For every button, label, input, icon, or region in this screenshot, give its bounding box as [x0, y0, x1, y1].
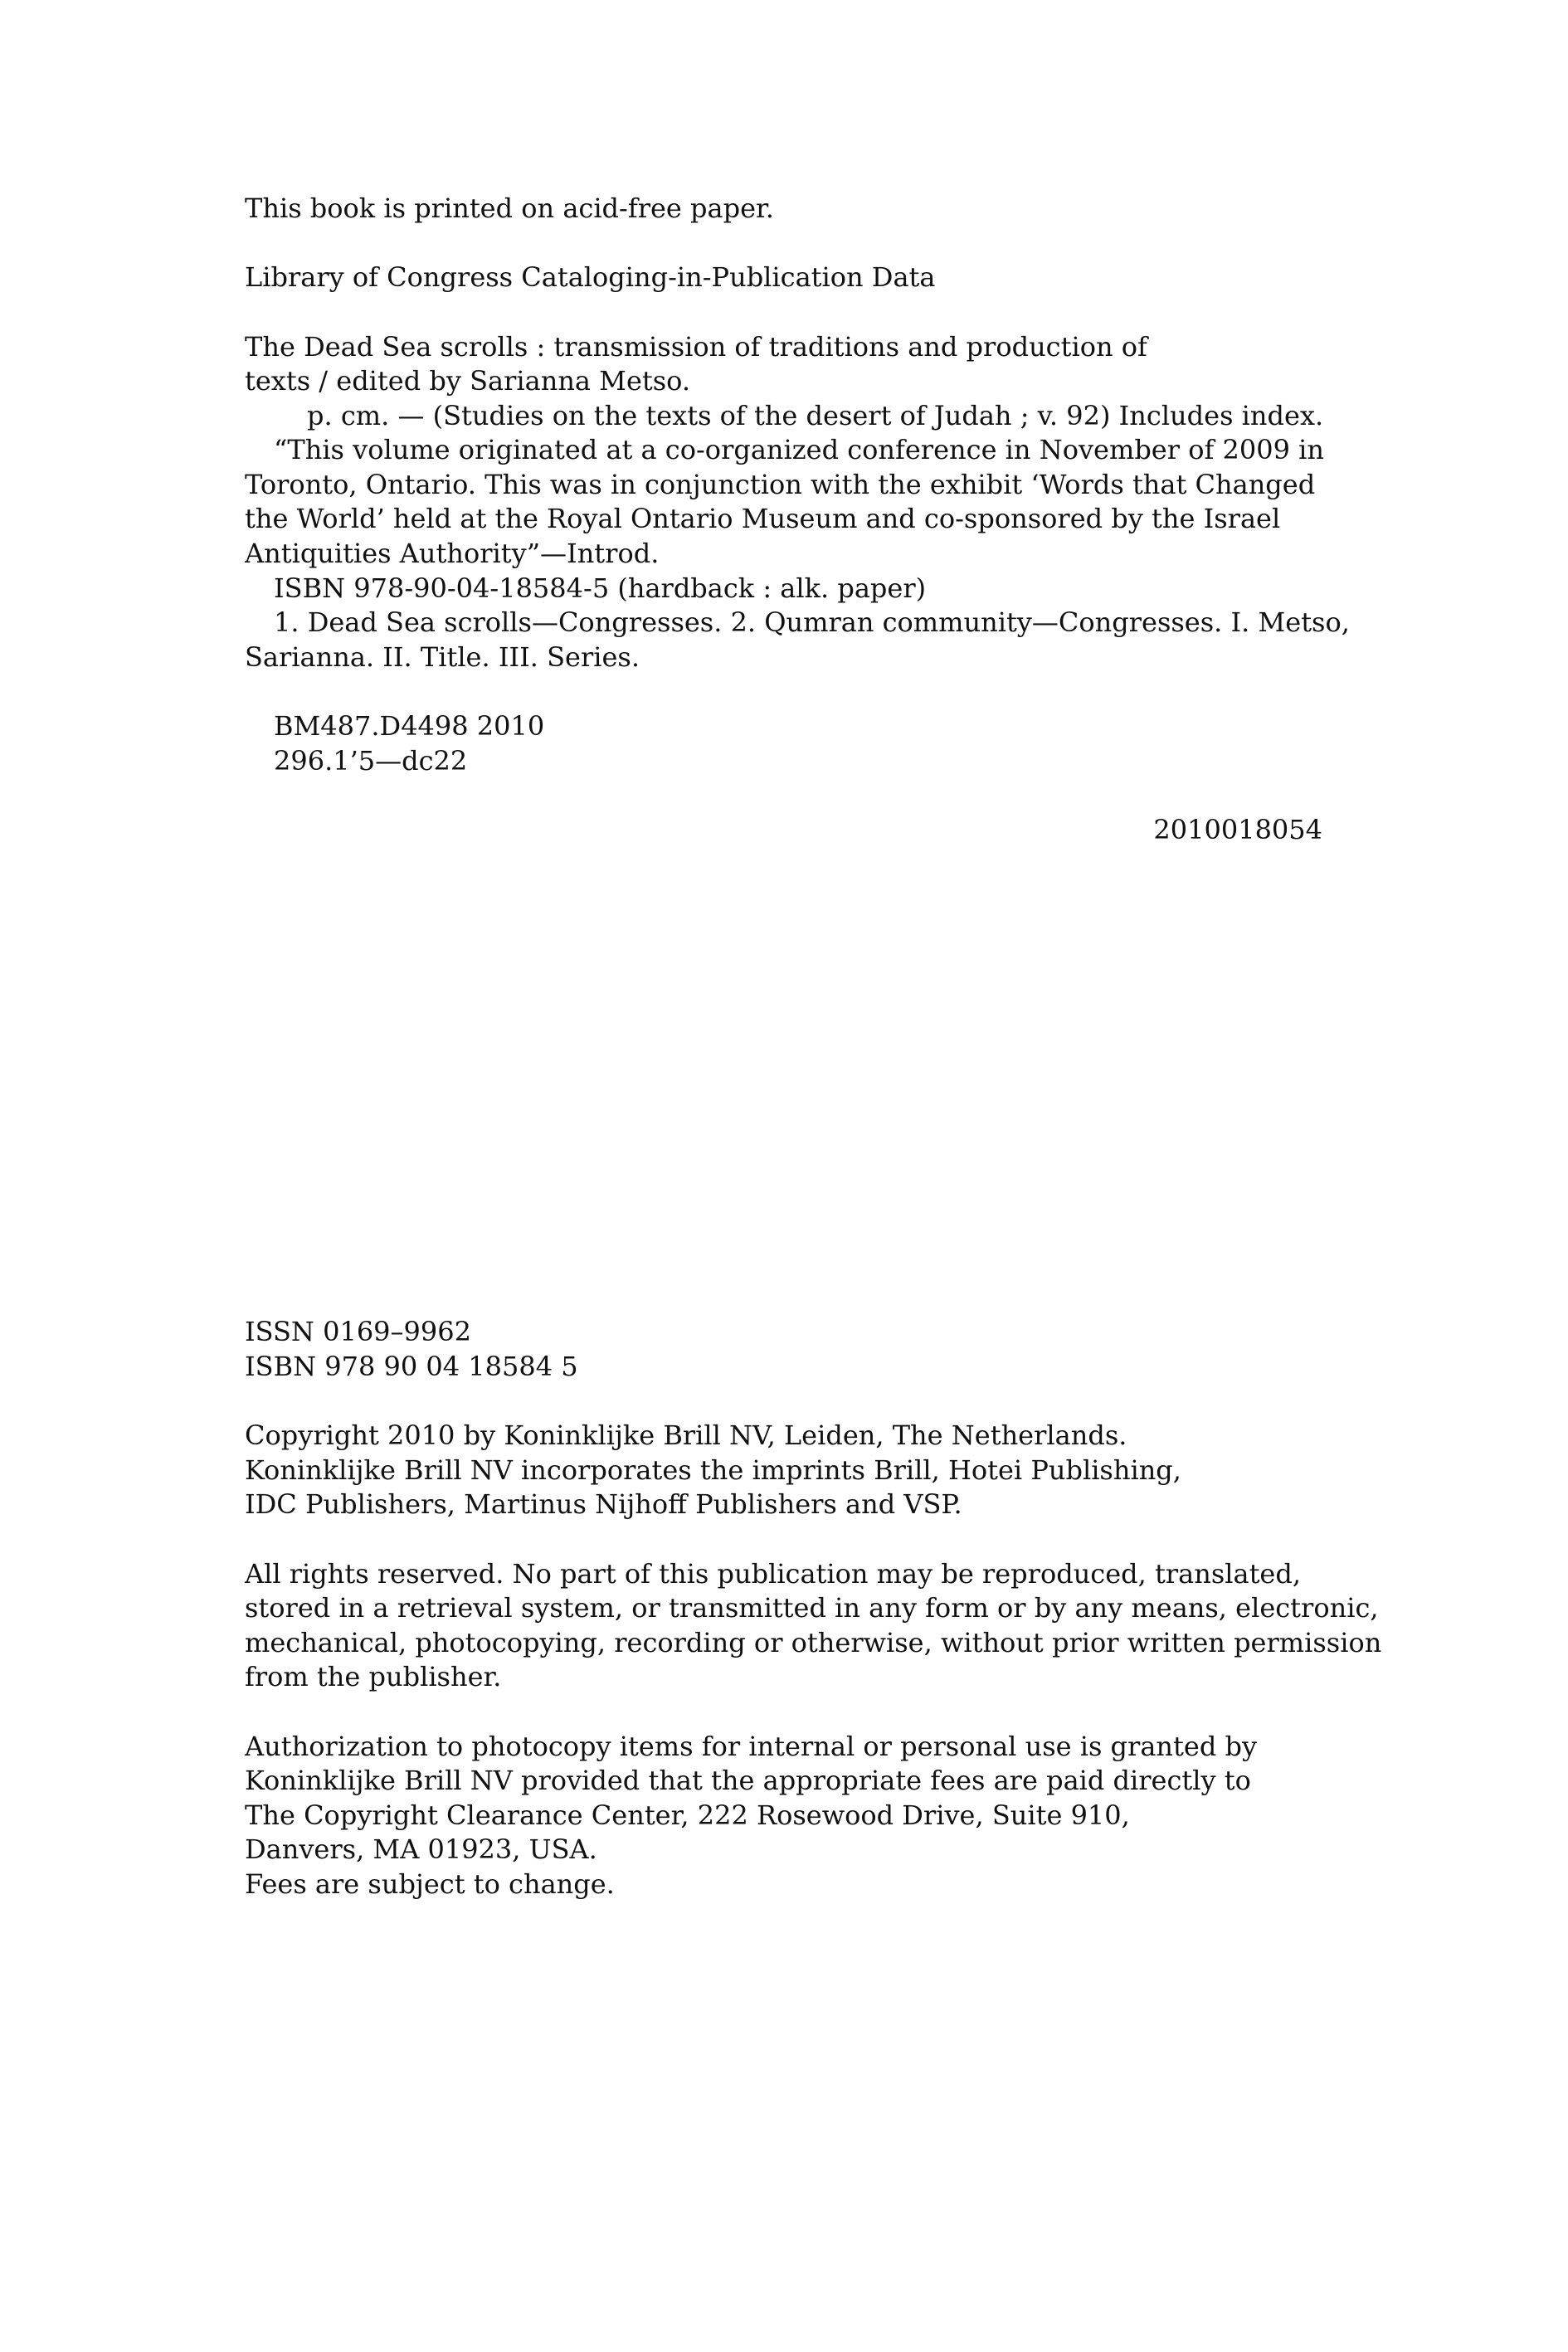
copyright-line: IDC Publishers, Martinus Nijhoff Publishers and VSP.	[245, 1488, 962, 1520]
cip-note-line: “This volume originated at a co-organized conference in November of 2009 in	[274, 434, 1324, 465]
cip-note-line: Antiquities Authority”—Introd.	[245, 538, 660, 569]
cip-dewey-classification: 296.1’5—dc22	[274, 745, 468, 777]
cip-title-line: The Dead Sea scrolls : transmission of traditions and production of	[245, 331, 1147, 363]
authorization-line: Authorization to photocopy items for internal or personal use is granted by	[245, 1731, 1258, 1762]
rights-line: from the publisher.	[245, 1661, 502, 1692]
cip-heading: Library of Congress Cataloging-in-Publication Data	[245, 261, 936, 293]
rights-line: All rights reserved. No part of this publication may be reproduced, translated,	[245, 1558, 1302, 1590]
cip-subject-line: 1. Dead Sea scrolls—Congresses. 2. Qumran community—Congresses. I. Metso,	[274, 606, 1350, 638]
copyright-line: Koninklijke Brill NV incorporates the imprints Brill, Hotei Publishing,	[245, 1454, 1181, 1486]
cip-title-line: texts / edited by Sarianna Metso.	[245, 365, 691, 397]
cip-note-line: Toronto, Ontario. This was in conjunction with the exhibit ‘Words that Changed	[245, 469, 1316, 500]
issn: ISSN 0169–9962	[245, 1316, 471, 1347]
rights-line: mechanical, photocopying, recording or otherwise, without prior written permission	[245, 1627, 1382, 1658]
rights-line: stored in a retrieval system, or transmitted in any form or by any means, electronic,	[245, 1592, 1379, 1624]
authorization-line: Danvers, MA 01923, USA.	[245, 1833, 597, 1865]
cip-physical-description: p. cm. — (Studies on the texts of the desert of Judah ; v. 92) Includes index.	[307, 400, 1324, 431]
cip-note-line: the World’ held at the Royal Ontario Museum and co-sponsored by the Israel	[245, 503, 1281, 534]
authorization-line: The Copyright Clearance Center, 222 Rosewood Drive, Suite 910,	[245, 1799, 1130, 1831]
copyright-line: Copyright 2010 by Koninklijke Brill NV, Leiden, The Netherlands.	[245, 1419, 1127, 1451]
authorization-line: Koninklijke Brill NV provided that the appropriate fees are paid directly to	[245, 1765, 1251, 1796]
cip-lc-classification: BM487.D4498 2010	[274, 710, 545, 742]
cip-subject-line: Sarianna. II. Title. III. Series.	[245, 641, 640, 673]
cip-isbn: ISBN 978-90-04-18584-5 (hardback : alk. paper)	[274, 572, 927, 604]
acid-free-note: This book is printed on acid-free paper.	[245, 192, 774, 224]
cip-lccn: 2010018054	[1153, 814, 1322, 845]
isbn: ISBN 978 90 04 18584 5	[245, 1351, 578, 1382]
authorization-line: Fees are subject to change.	[245, 1868, 615, 1900]
